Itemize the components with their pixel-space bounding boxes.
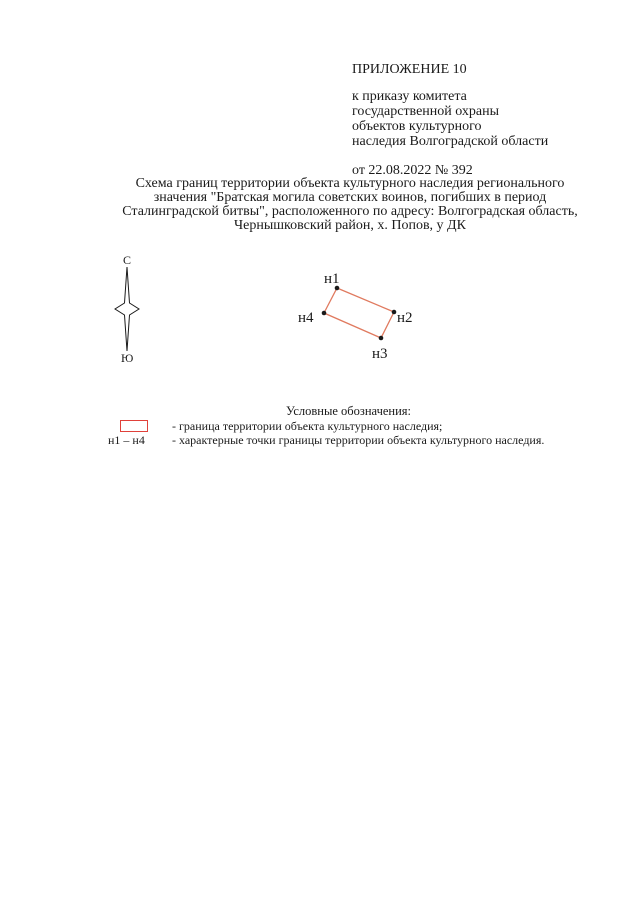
boundary-polygon (324, 288, 394, 338)
legend-boundary-symbol (120, 420, 148, 432)
scheme-title-line: значения "Братская могила советских воинов, погибших в период (153, 190, 547, 205)
point-label-n4: н4 (298, 310, 314, 326)
order-date: от 22.08.2022 № 392 (352, 163, 473, 178)
order-line: наследия Волгоградской области (352, 134, 549, 149)
legend-description: - граница территории объекта культурного наследия; (172, 419, 443, 433)
appendix-title: ПРИЛОЖЕНИЕ 10 (352, 62, 467, 77)
order-line: объектов культурного (352, 119, 482, 134)
legend-heading: Условные обозначения: (286, 404, 412, 418)
legend-points-symbol: н1 – н4 (108, 433, 145, 447)
scheme-title (80, 177, 620, 233)
boundary-point-n2 (392, 310, 397, 315)
scheme-title-line: Чернышковский район, х. Попов, у ДК (234, 218, 466, 233)
boundary-point-n4 (322, 311, 327, 316)
compass-rose-icon (114, 267, 140, 351)
point-label-n2: н2 (397, 310, 413, 326)
boundary-point-n3 (379, 336, 384, 341)
order-line: государственной охраны (352, 104, 500, 119)
boundary-plan (290, 262, 430, 364)
legend-description: - характерные точки границы территории объекта культурного наследия. (172, 433, 545, 447)
scheme-title-line: Сталинградской битвы", расположенного по адресу: Волгоградская область, (122, 204, 578, 219)
compass-north-label: С (123, 253, 132, 267)
point-label-n1: н1 (324, 271, 340, 287)
order-line: к приказу комитета (352, 89, 467, 104)
point-label-n3: н3 (372, 346, 388, 362)
appendix-header (352, 62, 612, 178)
compass-south-label: Ю (121, 351, 134, 365)
scheme-title-line: Схема границ территории объекта культурного наследия регионального (135, 176, 565, 191)
